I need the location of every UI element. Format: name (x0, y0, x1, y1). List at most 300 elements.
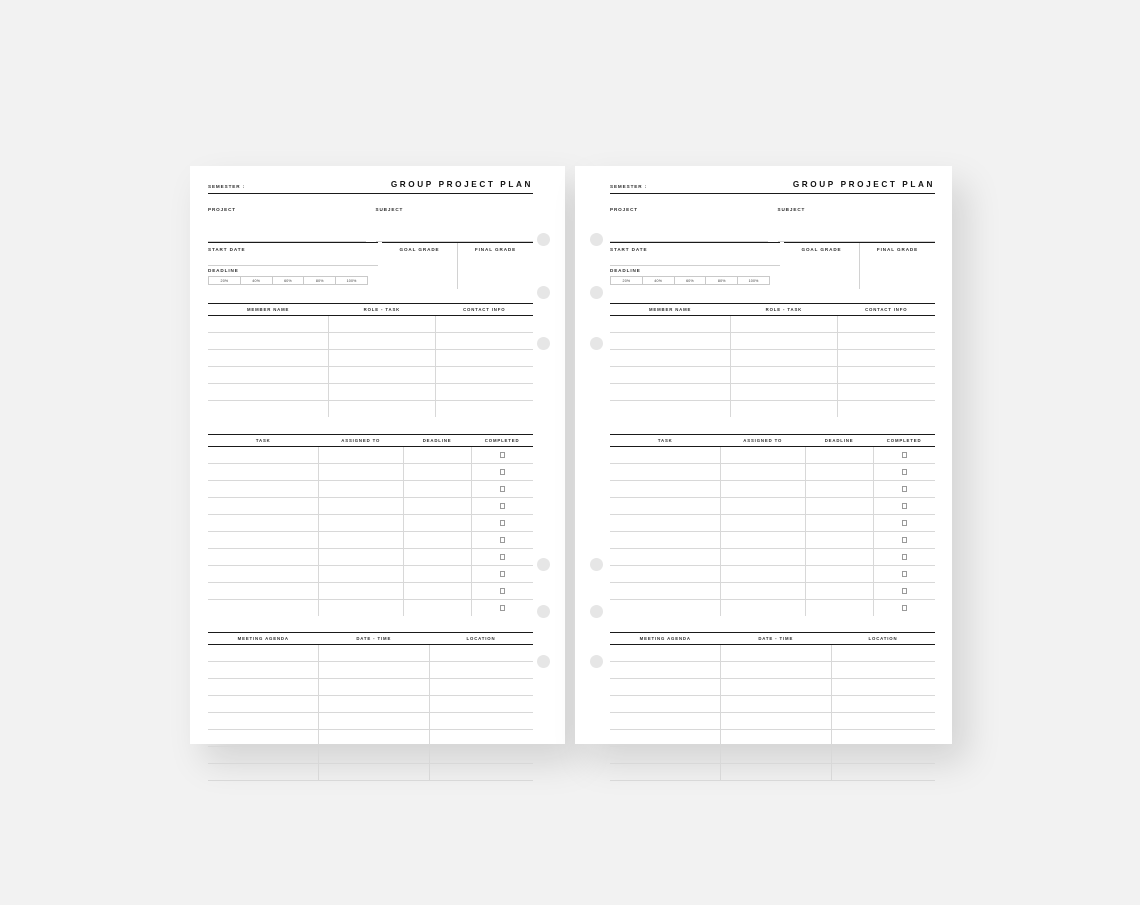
cell-location[interactable] (429, 696, 533, 713)
cell-date-time[interactable] (319, 764, 430, 781)
cell-date-time[interactable] (721, 747, 832, 764)
table-row[interactable] (610, 696, 935, 713)
cell-completed[interactable] (471, 515, 533, 532)
table-row[interactable] (610, 316, 935, 333)
cell-role-task[interactable] (730, 367, 837, 384)
cell-task[interactable] (610, 515, 721, 532)
dates-block (610, 242, 780, 289)
cell-completed[interactable] (873, 481, 935, 498)
cell-date-time[interactable] (721, 764, 832, 781)
table-row[interactable] (610, 583, 935, 600)
table-row[interactable] (610, 515, 935, 532)
dates-block (208, 242, 378, 289)
cell-contact-info[interactable] (838, 367, 936, 384)
cell-agenda[interactable] (208, 645, 319, 662)
cell-date-time[interactable] (319, 662, 430, 679)
checkbox-empty-icon[interactable] (500, 503, 506, 509)
cell-assigned-to[interactable] (721, 532, 806, 549)
cell-deadline[interactable] (805, 600, 873, 617)
table-row[interactable] (208, 481, 533, 498)
table-row[interactable] (610, 679, 935, 696)
cell-role-task[interactable] (730, 384, 837, 401)
cell-deadline[interactable] (805, 464, 873, 481)
cell-completed[interactable] (873, 447, 935, 464)
cell-contact-info[interactable] (436, 367, 534, 384)
table-header-row (208, 304, 533, 316)
table-row[interactable] (208, 384, 533, 401)
progress-scale[interactable] (610, 276, 770, 285)
checkbox-empty-icon[interactable] (902, 588, 908, 594)
cell-task[interactable] (610, 498, 721, 515)
col-location: LOCATION (831, 633, 935, 645)
cell-task[interactable] (208, 481, 319, 498)
cell-agenda[interactable] (208, 764, 319, 781)
cell-member-name[interactable] (208, 333, 328, 350)
col-deadline: DEADLINE (805, 435, 873, 447)
cell-role-task[interactable] (328, 333, 435, 350)
progress-80[interactable]: 80% (706, 277, 738, 284)
cell-location[interactable] (429, 730, 533, 747)
table-row[interactable] (610, 549, 935, 566)
cell-task[interactable] (208, 583, 319, 600)
cell-agenda[interactable] (610, 764, 721, 781)
table-row[interactable] (610, 730, 935, 747)
cell-contact-info[interactable] (436, 384, 534, 401)
cell-deadline[interactable] (403, 600, 471, 617)
col-date-time: DATE - TIME (319, 633, 430, 645)
table-row[interactable] (208, 730, 533, 747)
cell-task[interactable] (610, 583, 721, 600)
table-row[interactable] (208, 696, 533, 713)
deadline-field[interactable] (610, 266, 780, 273)
project-label: PROJECT (610, 207, 638, 212)
table-row[interactable] (610, 645, 935, 662)
cell-task[interactable] (208, 532, 319, 549)
final-grade-label: FINAL GRADE (474, 247, 517, 252)
table-row[interactable] (208, 764, 533, 781)
cell-role-task[interactable] (328, 401, 435, 418)
table-row[interactable] (610, 384, 935, 401)
subject-field[interactable] (778, 207, 936, 242)
goal-grade-field[interactable] (382, 243, 458, 289)
cell-task[interactable] (208, 566, 319, 583)
cell-location[interactable] (429, 713, 533, 730)
cell-date-time[interactable] (721, 730, 832, 747)
table-row[interactable] (610, 350, 935, 367)
cell-location[interactable] (429, 679, 533, 696)
cell-completed[interactable] (471, 600, 533, 617)
cell-agenda[interactable] (208, 696, 319, 713)
cell-member-name[interactable] (610, 384, 730, 401)
checkbox-empty-icon[interactable] (500, 554, 506, 560)
table-row[interactable] (208, 549, 533, 566)
cell-date-time[interactable] (319, 696, 430, 713)
start-date-input[interactable] (208, 252, 378, 266)
cell-member-name[interactable] (610, 401, 730, 418)
cell-task[interactable] (610, 566, 721, 583)
cell-assigned-to[interactable] (319, 583, 404, 600)
cell-task[interactable] (610, 447, 721, 464)
cell-completed[interactable] (471, 498, 533, 515)
progress-60[interactable]: 60% (675, 277, 707, 284)
cell-assigned-to[interactable] (319, 464, 404, 481)
deadline-label: DEADLINE (610, 268, 641, 273)
table-row[interactable] (208, 662, 533, 679)
cell-date-time[interactable] (721, 713, 832, 730)
subject-input[interactable] (778, 215, 936, 242)
cell-assigned-to[interactable] (721, 464, 806, 481)
cell-role-task[interactable] (328, 367, 435, 384)
cell-deadline[interactable] (805, 549, 873, 566)
table-row[interactable] (610, 333, 935, 350)
progress-40[interactable]: 40% (241, 277, 273, 284)
table-row[interactable] (610, 566, 935, 583)
table-row[interactable] (208, 498, 533, 515)
cell-task[interactable] (610, 532, 721, 549)
cell-task[interactable] (208, 515, 319, 532)
cell-deadline[interactable] (805, 515, 873, 532)
subject-field[interactable] (376, 207, 534, 242)
cell-location[interactable] (831, 645, 935, 662)
cell-assigned-to[interactable] (319, 566, 404, 583)
cell-contact-info[interactable] (838, 350, 936, 367)
start-date-field[interactable] (610, 242, 780, 266)
cell-completed[interactable] (873, 498, 935, 515)
final-grade-field[interactable] (860, 243, 935, 289)
cell-date-time[interactable] (721, 645, 832, 662)
cell-assigned-to[interactable] (319, 481, 404, 498)
progress-20[interactable]: 20% (611, 277, 643, 284)
progress-100[interactable]: 100% (748, 278, 759, 283)
cell-completed[interactable] (873, 464, 935, 481)
checkbox-empty-icon[interactable] (500, 537, 506, 543)
cell-role-task[interactable] (328, 350, 435, 367)
cell-location[interactable] (831, 696, 935, 713)
checkbox-empty-icon[interactable] (902, 452, 908, 458)
progress-100[interactable]: 100% (346, 278, 357, 283)
progress-60[interactable]: 60% (273, 277, 305, 284)
cell-task[interactable] (208, 498, 319, 515)
checkbox-empty-icon[interactable] (500, 486, 506, 492)
col-task: TASK (208, 435, 319, 447)
table-row[interactable] (208, 350, 533, 367)
cell-assigned-to[interactable] (319, 447, 404, 464)
checkbox-empty-icon[interactable] (902, 469, 908, 475)
start-date-field[interactable] (208, 242, 378, 266)
cell-agenda[interactable] (208, 747, 319, 764)
cell-member-name[interactable] (610, 367, 730, 384)
cell-location[interactable] (831, 713, 935, 730)
cell-location[interactable] (831, 747, 935, 764)
cell-contact-info[interactable] (838, 316, 936, 333)
cell-agenda[interactable] (208, 713, 319, 730)
cell-agenda[interactable] (208, 730, 319, 747)
table-row[interactable] (208, 679, 533, 696)
table-row[interactable] (208, 333, 533, 350)
checkbox-empty-icon[interactable] (500, 605, 506, 611)
subject-label: SUBJECT (777, 207, 806, 212)
cell-completed[interactable] (873, 549, 935, 566)
cell-completed[interactable] (873, 515, 935, 532)
cell-completed[interactable] (471, 481, 533, 498)
cell-role-task[interactable] (328, 316, 435, 333)
cell-agenda[interactable] (208, 662, 319, 679)
deadline-field[interactable] (208, 266, 378, 273)
cell-completed[interactable] (873, 566, 935, 583)
cell-assigned-to[interactable] (721, 583, 806, 600)
ring-hole (590, 655, 603, 668)
dates-grades-block (610, 242, 935, 289)
table-row[interactable] (208, 515, 533, 532)
progress-40[interactable]: 40% (643, 277, 675, 284)
project-field[interactable] (208, 207, 376, 242)
cell-role-task[interactable] (730, 316, 837, 333)
meetings-table (610, 632, 935, 781)
cell-agenda[interactable] (208, 679, 319, 696)
cell-location[interactable] (831, 679, 935, 696)
cell-agenda[interactable] (610, 730, 721, 747)
meetings-section (208, 632, 533, 781)
cell-agenda[interactable] (610, 679, 721, 696)
cell-location[interactable] (429, 662, 533, 679)
tasks-section (610, 434, 935, 616)
table-row[interactable] (610, 764, 935, 781)
table-header-row (610, 633, 935, 645)
cell-deadline[interactable] (403, 464, 471, 481)
cell-deadline[interactable] (403, 447, 471, 464)
cell-task[interactable] (208, 549, 319, 566)
cell-assigned-to[interactable] (721, 600, 806, 617)
checkbox-empty-icon[interactable] (902, 605, 908, 611)
project-field[interactable] (610, 207, 778, 242)
members-section (610, 303, 935, 417)
cell-member-name[interactable] (208, 367, 328, 384)
cell-contact-info[interactable] (436, 333, 534, 350)
cell-agenda[interactable] (610, 747, 721, 764)
cell-location[interactable] (429, 645, 533, 662)
checkbox-empty-icon[interactable] (902, 520, 908, 526)
cell-location[interactable] (429, 764, 533, 781)
table-row[interactable] (610, 600, 935, 617)
cell-assigned-to[interactable] (721, 549, 806, 566)
cell-assigned-to[interactable] (319, 498, 404, 515)
cell-deadline[interactable] (403, 532, 471, 549)
table-row[interactable] (610, 532, 935, 549)
cell-assigned-to[interactable] (721, 481, 806, 498)
cell-location[interactable] (429, 747, 533, 764)
cell-role-task[interactable] (730, 350, 837, 367)
ring-hole (537, 558, 550, 571)
cell-deadline[interactable] (805, 498, 873, 515)
table-row[interactable] (208, 532, 533, 549)
checkbox-empty-icon[interactable] (500, 588, 506, 594)
table-row[interactable] (610, 464, 935, 481)
cell-agenda[interactable] (610, 645, 721, 662)
cell-date-time[interactable] (319, 713, 430, 730)
cell-deadline[interactable] (403, 566, 471, 583)
table-row[interactable] (610, 447, 935, 464)
table-row[interactable] (208, 747, 533, 764)
table-row[interactable] (208, 447, 533, 464)
checkbox-empty-icon[interactable] (500, 452, 506, 458)
tasks-section (208, 434, 533, 616)
cell-deadline[interactable] (403, 515, 471, 532)
project-input[interactable] (610, 215, 768, 242)
cell-assigned-to[interactable] (319, 515, 404, 532)
cell-date-time[interactable] (721, 696, 832, 713)
cell-completed[interactable] (873, 532, 935, 549)
cell-assigned-to[interactable] (721, 515, 806, 532)
cell-location[interactable] (831, 662, 935, 679)
cell-task[interactable] (610, 600, 721, 617)
cell-completed[interactable] (873, 583, 935, 600)
planner-page-left (190, 166, 565, 744)
cell-agenda[interactable] (610, 696, 721, 713)
table-row[interactable] (610, 367, 935, 384)
checkbox-empty-icon[interactable] (902, 503, 908, 509)
table-row[interactable] (208, 713, 533, 730)
ring-hole (537, 655, 550, 668)
project-input[interactable] (208, 215, 366, 242)
col-contact-info: CONTACT INFO (436, 304, 534, 316)
cell-member-name[interactable] (208, 401, 328, 418)
cell-contact-info[interactable] (838, 333, 936, 350)
table-row[interactable] (610, 498, 935, 515)
table-row[interactable] (208, 566, 533, 583)
cell-deadline[interactable] (805, 481, 873, 498)
cell-deadline[interactable] (403, 498, 471, 515)
cell-task[interactable] (208, 600, 319, 617)
cell-contact-info[interactable] (838, 401, 936, 418)
cell-task[interactable] (610, 481, 721, 498)
cell-date-time[interactable] (721, 679, 832, 696)
cell-role-task[interactable] (328, 384, 435, 401)
cell-deadline[interactable] (805, 532, 873, 549)
meetings-table (208, 632, 533, 781)
subject-input[interactable] (376, 215, 534, 242)
cell-member-name[interactable] (208, 350, 328, 367)
cell-deadline[interactable] (805, 566, 873, 583)
table-row[interactable] (610, 713, 935, 730)
cell-contact-info[interactable] (436, 350, 534, 367)
checkbox-empty-icon[interactable] (902, 571, 908, 577)
cell-assigned-to[interactable] (319, 532, 404, 549)
grades-block (382, 242, 533, 289)
progress-20[interactable]: 20% (209, 277, 241, 284)
goal-grade-field[interactable] (784, 243, 860, 289)
ring-hole (590, 337, 603, 350)
cell-assigned-to[interactable] (721, 566, 806, 583)
cell-task[interactable] (610, 464, 721, 481)
cell-location[interactable] (831, 730, 935, 747)
cell-member-name[interactable] (610, 350, 730, 367)
checkbox-empty-icon[interactable] (902, 554, 908, 560)
cell-assigned-to[interactable] (721, 498, 806, 515)
checkbox-empty-icon[interactable] (902, 537, 908, 543)
page-title: GROUP PROJECT PLAN (792, 180, 935, 189)
cell-agenda[interactable] (610, 713, 721, 730)
cell-assigned-to[interactable] (319, 549, 404, 566)
cell-role-task[interactable] (730, 333, 837, 350)
col-contact-info: CONTACT INFO (838, 304, 936, 316)
cell-member-name[interactable] (610, 333, 730, 350)
start-date-input[interactable] (610, 252, 780, 266)
cell-completed[interactable] (471, 566, 533, 583)
table-row[interactable] (610, 662, 935, 679)
cell-assigned-to[interactable] (721, 447, 806, 464)
deadline-label: DEADLINE (208, 268, 239, 273)
cell-deadline[interactable] (805, 447, 873, 464)
table-row[interactable] (208, 583, 533, 600)
progress-80[interactable]: 80% (304, 277, 336, 284)
table-row[interactable] (208, 316, 533, 333)
progress-scale[interactable] (208, 276, 368, 285)
cell-completed[interactable] (873, 600, 935, 617)
cell-location[interactable] (831, 764, 935, 781)
cell-deadline[interactable] (805, 583, 873, 600)
cell-date-time[interactable] (319, 679, 430, 696)
cell-date-time[interactable] (319, 645, 430, 662)
cell-date-time[interactable] (319, 747, 430, 764)
table-row[interactable] (610, 747, 935, 764)
cell-assigned-to[interactable] (319, 600, 404, 617)
semester-label: SEMESTER : (610, 184, 648, 189)
cell-member-name[interactable] (610, 316, 730, 333)
table-row[interactable] (208, 401, 533, 418)
checkbox-empty-icon[interactable] (500, 571, 506, 577)
table-row[interactable] (610, 401, 935, 418)
checkbox-empty-icon[interactable] (902, 486, 908, 492)
page-content (610, 180, 935, 781)
final-grade-field[interactable] (458, 243, 533, 289)
col-assigned-to: ASSIGNED TO (319, 435, 404, 447)
cell-completed[interactable] (471, 583, 533, 600)
cell-task[interactable] (208, 447, 319, 464)
page-header (208, 180, 533, 194)
cell-completed[interactable] (471, 532, 533, 549)
cell-contact-info[interactable] (838, 384, 936, 401)
table-row[interactable] (208, 464, 533, 481)
checkbox-empty-icon[interactable] (500, 469, 506, 475)
goal-grade-label: GOAL GRADE (801, 247, 842, 252)
table-row[interactable] (208, 367, 533, 384)
table-row[interactable] (610, 481, 935, 498)
cell-completed[interactable] (471, 464, 533, 481)
cell-contact-info[interactable] (436, 316, 534, 333)
table-row[interactable] (208, 645, 533, 662)
cell-deadline[interactable] (403, 583, 471, 600)
col-assigned-to: ASSIGNED TO (721, 435, 806, 447)
cell-date-time[interactable] (721, 662, 832, 679)
cell-task[interactable] (610, 549, 721, 566)
cell-agenda[interactable] (610, 662, 721, 679)
cell-task[interactable] (208, 464, 319, 481)
cell-completed[interactable] (471, 447, 533, 464)
cell-member-name[interactable] (208, 384, 328, 401)
col-member-name: MEMBER NAME (208, 304, 328, 316)
col-role-task: ROLE - TASK (328, 304, 435, 316)
cell-date-time[interactable] (319, 730, 430, 747)
cell-role-task[interactable] (730, 401, 837, 418)
col-completed: COMPLETED (873, 435, 935, 447)
table-row[interactable] (208, 600, 533, 617)
cell-deadline[interactable] (403, 549, 471, 566)
cell-deadline[interactable] (403, 481, 471, 498)
cell-contact-info[interactable] (436, 401, 534, 418)
cell-completed[interactable] (471, 549, 533, 566)
cell-member-name[interactable] (208, 316, 328, 333)
checkbox-empty-icon[interactable] (500, 520, 506, 526)
